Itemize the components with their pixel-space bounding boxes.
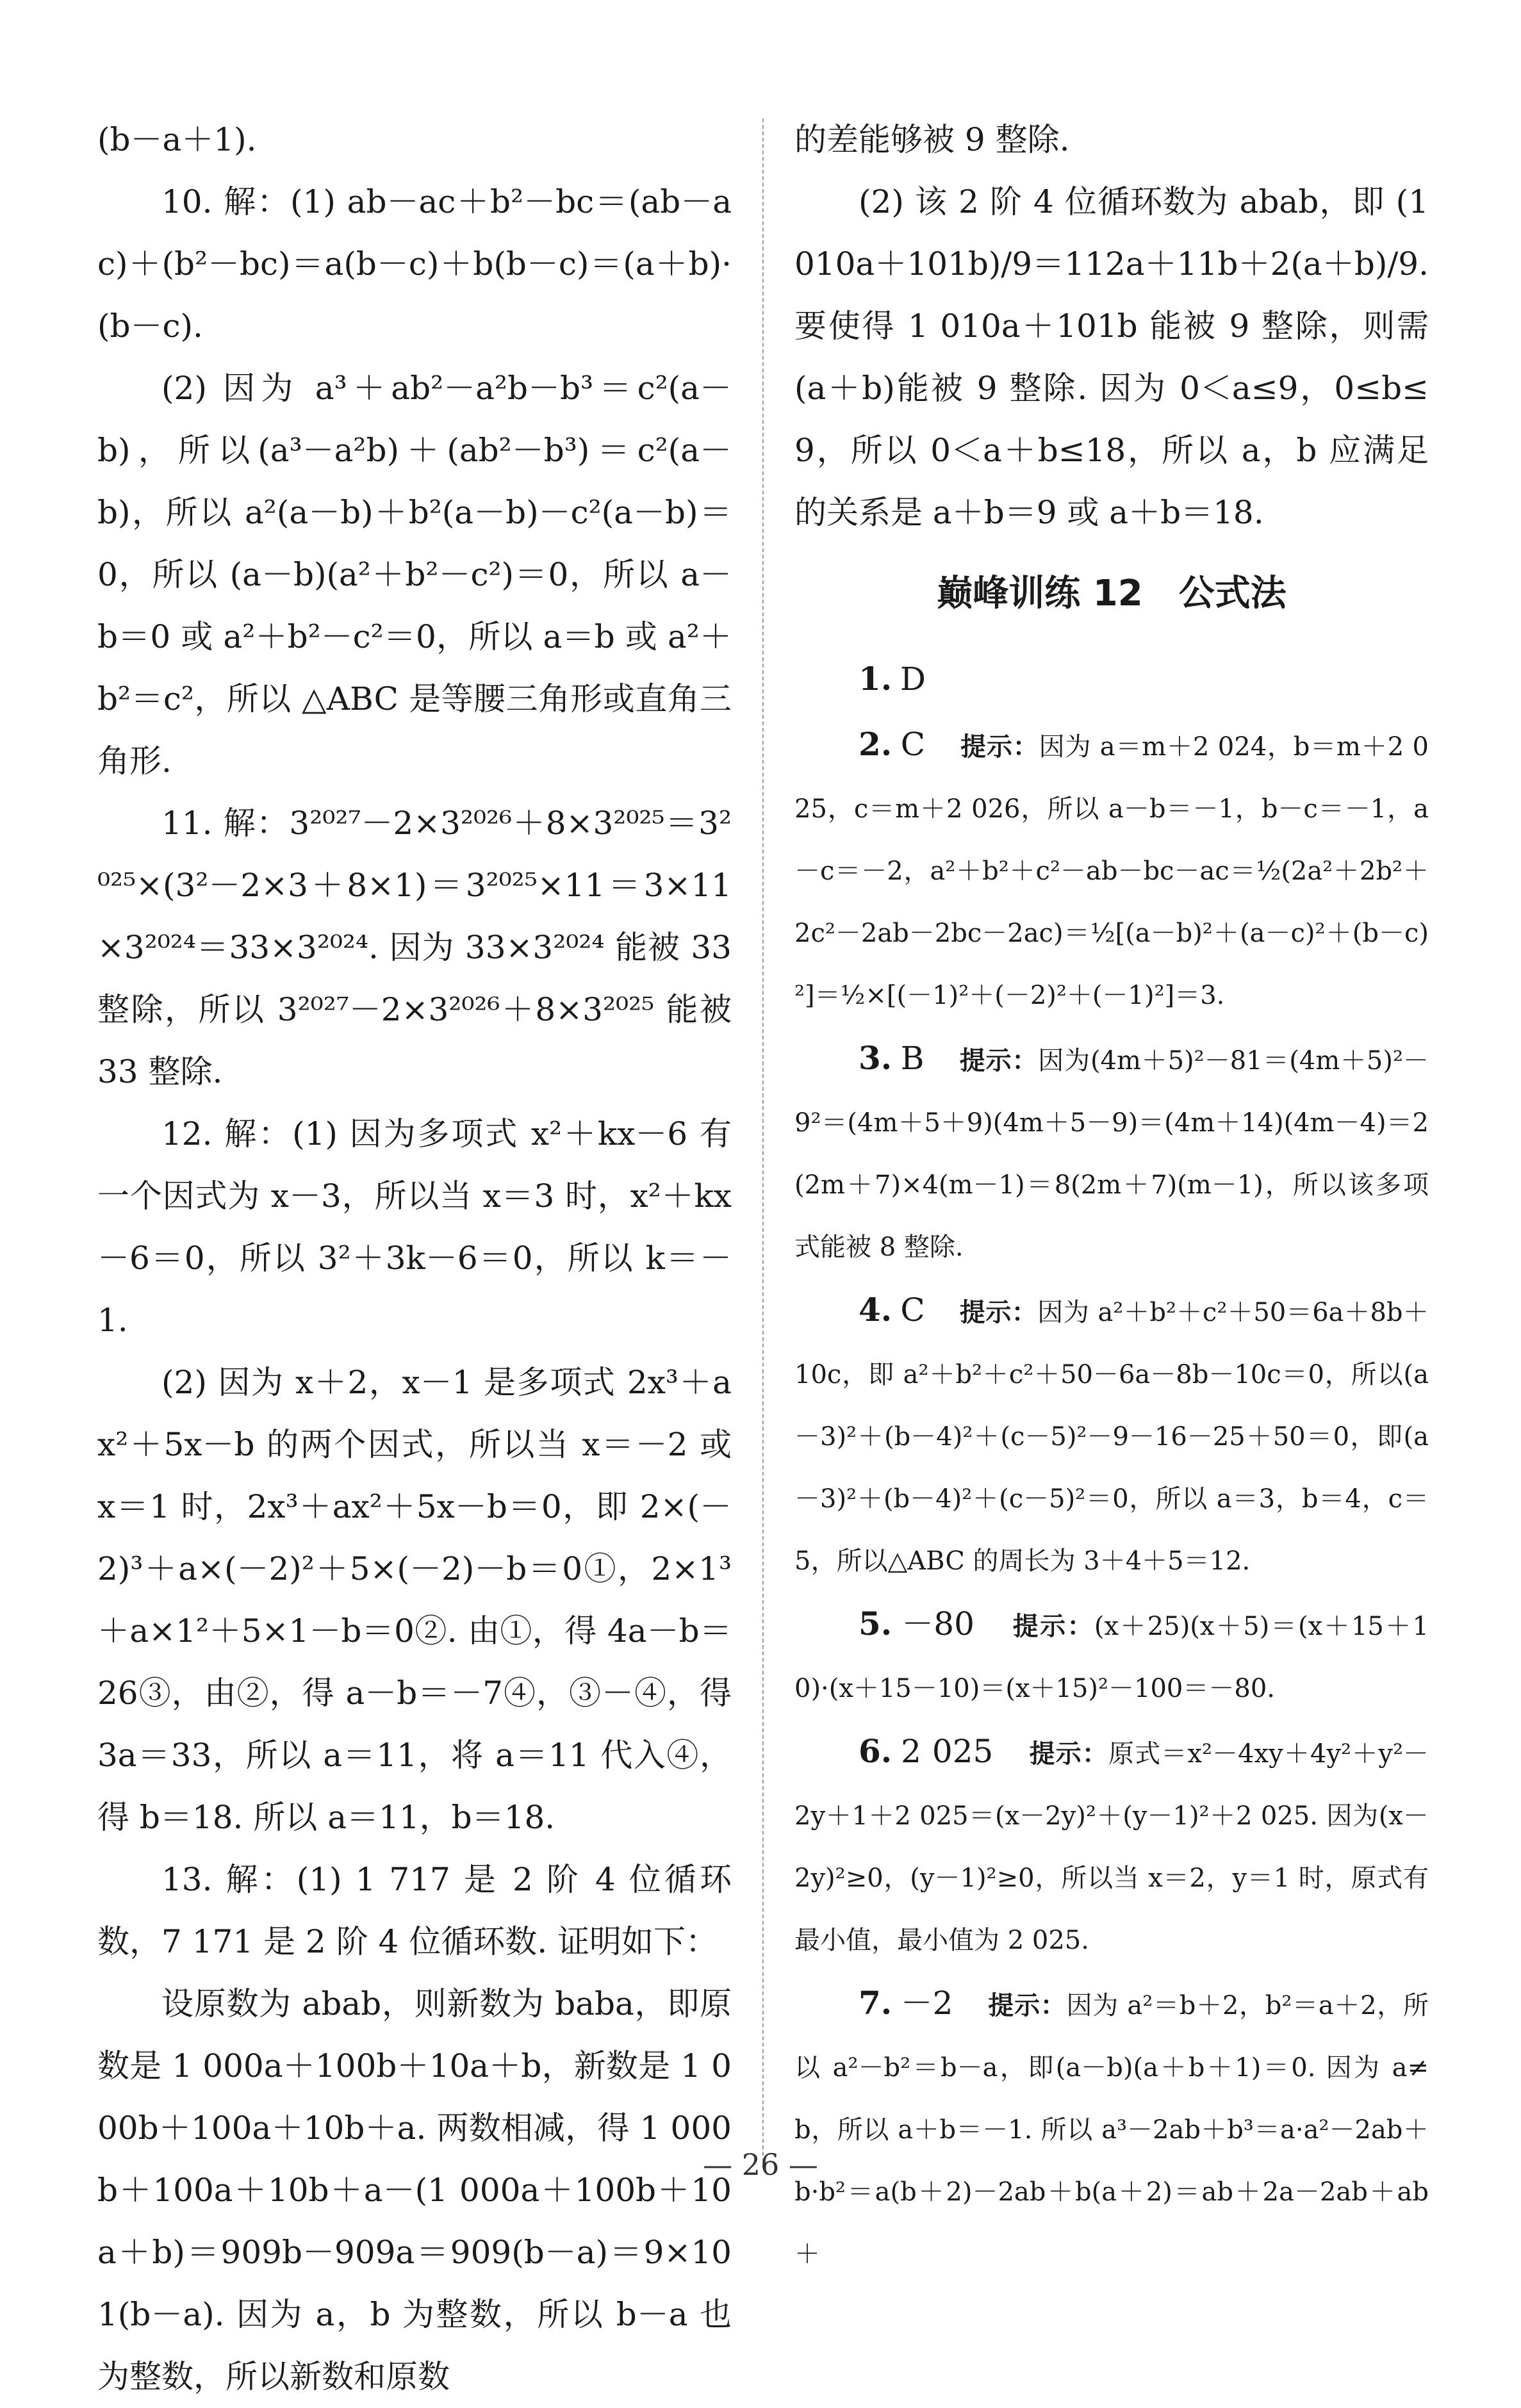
answer-10-part-2: (2) 因为 a³＋ab²－a²b－b³＝c²(a－b)，所以(a³－a²b)＋(ab²－b³)＝c²(a－b)，所以 a²(a－b)＋b²(a－b)－c²(a－b)＝0，所以 (a－b)(a²＋b²－c²)＝0，所以 a－b＝0 或 a²＋b²－c²＝0，所以 a＝b 或 a²＋b²＝c²，所以 △ABC 是等腰三角形或直角三角形. [97,370,732,780]
hint-item: 2. C 提示：因为 a＝m＋2 024，b＝m＋2 025，c＝m＋2 026，所以 a－b＝－1，b－c＝－1，a－c＝－2，a²＋b²＋c²－ab－bc－ac＝½(2a²＋2b²＋2c²－2ab－2bc－2ac)＝½[(a－b)²＋(a－c)²＋(b－c)²]＝½×[(－1)²＋(－2)²＋(－1)²]＝3. [794,725,1429,1010]
hint-item: 5. －80 提示：(x＋25)(x＋5)＝(x＋15＋10)·(x＋15－10)＝(x＋15)²－100＝－80. [794,1605,1429,1703]
hint-item: 1. D [859,660,926,698]
answer-13-part-2: (2) 该 2 阶 4 位循环数为 abab，即 (1 010a＋101b)/9＝112a＋11b＋2(a＋b)/9. 要使得 1 010a＋101b 能被 9 整除，则需(a＋b)能被 9 整除. 因为 0＜a≤9，0≤b≤9，所以 0＜a＋b≤18，所以 a，b 应满足的关系是 a＋b＝9 或 a＋b＝18. [794,183,1429,531]
hint-item: 4. C 提示：因为 a²＋b²＋c²＋50＝6a＋8b＋10c，即 a²＋b²＋c²＋50－6a－8b－10c＝0，所以(a－3)²＋(b－4)²＋(c－5)²－9－16－25＋50＝0，即(a－3)²＋(b－4)²＋(c－5)²＝0，所以 a＝3，b＝4，c＝5，所以△ABC 的周长为 3＋4＋5＝12. [794,1291,1429,1576]
hint-item: 3. B 提示：因为(4m＋5)²－81＝(4m＋5)²－9²＝(4m＋5＋9)(4m＋5－9)＝(4m＋14)(4m－4)＝2(2m＋7)×4(m－1)＝8(2m＋7)(m－1)，所以该多项式能被 8 整除. [794,1039,1429,1262]
hint-item: 7. －2 提示：因为 a²＝b＋2，b²＝a＋2，所以 a²－b²＝b－a，即(a－b)(a＋b＋1)＝0. 因为 a≠b，所以 a＋b＝－1. 所以 a³－2ab＋b³＝a·a²－2ab＋b·b²＝a(b＋2)－2ab＋b(a＋2)＝ab＋2a－2ab＋ab＋ [794,1984,1429,2269]
answer-11: 11. 解：3²⁰²⁷－2×3²⁰²⁶＋8×3²⁰²⁵＝3²⁰²⁵×(3²－2×3＋8×1)＝3²⁰²⁵×11＝3×11×3²⁰²⁴＝33×3²⁰²⁴. 因为 33×3²⁰²⁴ 能被 33 整除，所以 3²⁰²⁷－2×3²⁰²⁶＋8×3²⁰²⁵ 能被 33 整除. [97,805,732,1090]
column-divider [762,119,764,2168]
answer-12-part-1: 12. 解：(1) 因为多项式 x²＋kx－6 有一个因式为 x－3，所以当 x＝3 时，x²＋kx－6＝0，所以 3²＋3k－6＝0，所以 k＝－1. [97,1115,732,1339]
answer-10-part-1: 10. 解：(1) ab－ac＋b²－bc＝(ab－ac)＋(b²－bc)＝a(b－c)＋b(b－c)＝(a＋b)·(b－c). [97,183,732,345]
answer-13-continued: 的差能够被 9 整除. [794,121,1070,158]
answer-13-proof: 设原数为 abab，则新数为 baba，即原数是 1 000a＋100b＋10a＋b，新数是 1 000b＋100a＋10b＋a. 两数相减，得 1 000b＋100a＋10b＋a－(1 000a＋100b＋10a＋b)＝909b－909a＝909(b－a)＝9×101(b－a). 因为 a，b 为整数，所以 b－a 也为整数，所以新数和原数 [97,1985,732,2395]
answer-13-part-1: 13. 解：(1) 1 717 是 2 阶 4 位循环数，7 171 是 2 阶 4 位循环数. 证明如下： [97,1861,732,1960]
page-number: — 26 — [703,2147,818,2182]
left-column [97,109,732,2408]
answer-12-part-2: (2) 因为 x＋2，x－1 是多项式 2x³＋ax²＋5x－b 的两个因式，所以当 x＝－2 或 x＝1 时，2x³＋ax²＋5x－b＝0，即 2×(－2)³＋a×(－2)²＋5×(－2)－b＝0①，2×1³＋a×1²＋5×1－b＝0②. 由①，得 4a－b＝26③，由②，得 a－b＝－7④，③－④，得 3a＝33，所以 a＝11，将 a＝11 代入④，得 b＝18. 所以 a＝11，b＝18. [97,1364,732,1836]
right-column [794,109,1429,2286]
section-title: 巅峰训练 12 公式法 [937,573,1287,614]
answer-paragraph: (b－a＋1). [97,121,257,158]
hint-item: 6. 2 025 提示：原式＝x²－4xy＋4y²＋y²－2y＋1＋2 025＝(x－2y)²＋(y－1)²＋2 025. 因为(x－2y)²≥0，(y－1)²≥0，所以当 x＝2，y＝1 时，原式有最小值，最小值为 2 025. [794,1732,1429,1955]
